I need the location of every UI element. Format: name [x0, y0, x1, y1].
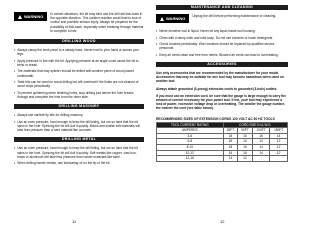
bullet-icon: •: [14, 146, 16, 151]
list-item: [14, 91, 144, 99]
table-cell: 16: [238, 133, 253, 139]
list-item-text: When drilling harder metals, use lubricating oil on the tip of the bit.: [17, 161, 111, 166]
warning-triangle-icon: [18, 15, 22, 19]
table-column-header: 25FT: [223, 128, 238, 134]
list-item-text: Apply pressure in line with the bit. Applying pressure at an angle could cause the bit to bend or break.: [17, 58, 139, 67]
bullet-icon: •: [14, 80, 16, 85]
warning-badge: WARNING: [156, 14, 189, 23]
bullet-icon: •: [14, 161, 16, 166]
bullet-icon: •: [14, 48, 16, 53]
list-item-text: Check brushes periodically. Worn brushes should be replaced by qualified service personnel.: [159, 42, 275, 51]
right-page: [150, 0, 300, 232]
accessories-title: ACCESSORIES: [156, 62, 288, 67]
section-list: [14, 146, 144, 165]
cord-table: [156, 122, 288, 162]
table-cell: 3-6: [157, 133, 224, 139]
maintenance-list: [156, 29, 288, 57]
warning-text: Unplug the drill before performing maintenance or cleaning.: [192, 14, 277, 18]
table-cell: 6-8: [157, 139, 224, 145]
table-column-header: 50FT: [238, 128, 253, 134]
list-item: [14, 69, 144, 77]
warning-triangle-icon: [160, 17, 164, 21]
list-item-text: To prevent splintering when finishing holes, stop drilling just before the hole breaks through and complete the hole from the other side.: [17, 90, 134, 100]
warning-block: [14, 12, 144, 33]
table-cell: 12: [270, 144, 288, 150]
list-item: [14, 161, 144, 165]
table-cell: 16: [238, 150, 253, 156]
bullet-icon: •: [14, 113, 16, 118]
table-cell: 18: [223, 139, 238, 145]
table-column-header: 150FT: [270, 128, 288, 134]
table-cell: 16: [238, 144, 253, 150]
table-cell: [270, 156, 288, 162]
table-header-cell: CORD SIZE IN A.W.G.: [223, 122, 287, 128]
accessories-paragraph: Use only accessories that are recommended by the manufacturer for your model. Accessories that may be suitable for one tool may become hazardous when used on another tool.: [156, 70, 284, 84]
section-title: DRILLING WOOD: [14, 39, 144, 44]
accessories-paragraph: If you must use an extension cord, be sure that the gauge is large enough to carry the amount of current necessary for your power tool. If not, your tool may experience a loss of power, excessive voltage drop or overheating. The smaller the gauge number, the heavier the cord (see table below).: [156, 93, 287, 111]
bullet-icon: •: [14, 119, 16, 124]
warning-badge: WARNING: [14, 12, 47, 21]
left-sections: [14, 39, 144, 165]
accessories-paragraph: Always attach grounded (3-prong) extension cords to grounded (3-hole) outlets.: [156, 86, 278, 91]
page-number: 12: [220, 219, 225, 224]
table-cell: 10-12: [157, 150, 224, 156]
table-cell: 16: [238, 139, 253, 145]
list-item-text: Clean with a damp cloth and mild soap. Do not use solvents or harsh detergents.: [159, 35, 274, 40]
table-cell: 8-10: [157, 144, 224, 150]
table-cell: 18: [223, 133, 238, 139]
list-item: [156, 53, 288, 57]
table-row: [157, 156, 288, 162]
list-item: [14, 80, 144, 88]
cord-table-title: RECOMMENDED SIZES OF EXTENSION CORDS 120 VOLT AC 60 HZ TOOLS: [156, 116, 275, 121]
table-cell: 12: [238, 156, 253, 162]
list-item: [14, 113, 144, 117]
list-item-text: Use an even pressure, hard enough to keep the drill biting, but not so hard that the bit spins in the hole. Spinning the bit will dull it quickly. Soft metals like copper, cast iron, brass or aluminum will take less pressure than harder materials like steel.: [17, 146, 138, 159]
bullet-icon: •: [14, 90, 16, 95]
table-cell: 14: [252, 144, 270, 150]
section-title: DRILLING METAL: [14, 137, 144, 142]
section-title: DRILLING MASONRY: [14, 104, 144, 109]
table-cell: 14: [252, 150, 270, 156]
table-cell: 12: [270, 139, 288, 145]
list-item-text: Keep air vents clean and free from debris. Blocked air vents can lead to overheating.: [159, 52, 279, 57]
maintenance-title: MAINTENANCE AND CLEANING: [156, 5, 288, 10]
list-item-text: Twist bits can be used for wood drilling but will overheat if the flutes are not cleaned of wood chips periodically.: [17, 80, 139, 89]
section-list: [14, 48, 144, 99]
bullet-icon: •: [14, 69, 16, 74]
table-cell: 12: [270, 150, 288, 156]
table-cell: 14: [270, 133, 288, 139]
table-cell: 16: [252, 133, 270, 139]
list-item-text: Never immerse tool in liquid. Never let any liquid inside tool housing.: [159, 29, 256, 33]
table-cell: 14: [252, 139, 270, 145]
list-item: [156, 42, 288, 50]
bullet-icon: •: [156, 42, 158, 46]
bullet-icon: •: [156, 52, 158, 57]
list-item: [14, 146, 144, 159]
list-item: [156, 36, 288, 40]
table-cell: 12-16: [157, 156, 224, 162]
list-item-text: Always use carbide tip bits for drilling masonry.: [17, 113, 84, 118]
cord-table-body: [157, 133, 288, 161]
table-header-cell: TOOL CURRENT RATING: [157, 122, 224, 128]
list-item: [14, 48, 144, 56]
bullet-icon: •: [14, 58, 16, 63]
list-item-text: Always clamp the work piece to a steady base. Never hold in your hand or across your legs.: [17, 48, 140, 57]
table-cell: 18: [223, 144, 238, 150]
bullet-icon: •: [156, 35, 158, 40]
section-list: [14, 113, 144, 132]
page-number: 11: [72, 219, 77, 224]
list-item-text: Use an even pressure, hard enough to keep the drill biting, but not so hard that the bit spins in the hole. Spinning the bit will dull it quickly. Bricks and similar soft materials will take less pressure than a hard material like concrete.: [17, 119, 140, 133]
list-item: [14, 120, 144, 133]
table-cell: 16: [223, 150, 238, 156]
list-item-text: The materials that may splinter should be drilled with another piece of wood placed underneath.: [17, 69, 134, 78]
list-item: [14, 59, 144, 67]
table-cell: 14: [223, 156, 238, 162]
list-item: [156, 29, 288, 33]
warning-block: [156, 14, 288, 23]
bullet-icon: •: [156, 29, 158, 33]
table-column-header: AMPERES: [157, 128, 224, 134]
table-cell: [252, 156, 270, 162]
warning-text: In certain situations, the bit may bind and the drill will kick-back in the opposite direction. This sudden reaction could lead to loss of control and possible serious injury. Always be prepared for the possibility of kick-back, especially when breaking through material to complete a hole.: [50, 12, 144, 33]
table-column-header: 100FT: [252, 128, 270, 134]
left-page: [0, 0, 150, 232]
